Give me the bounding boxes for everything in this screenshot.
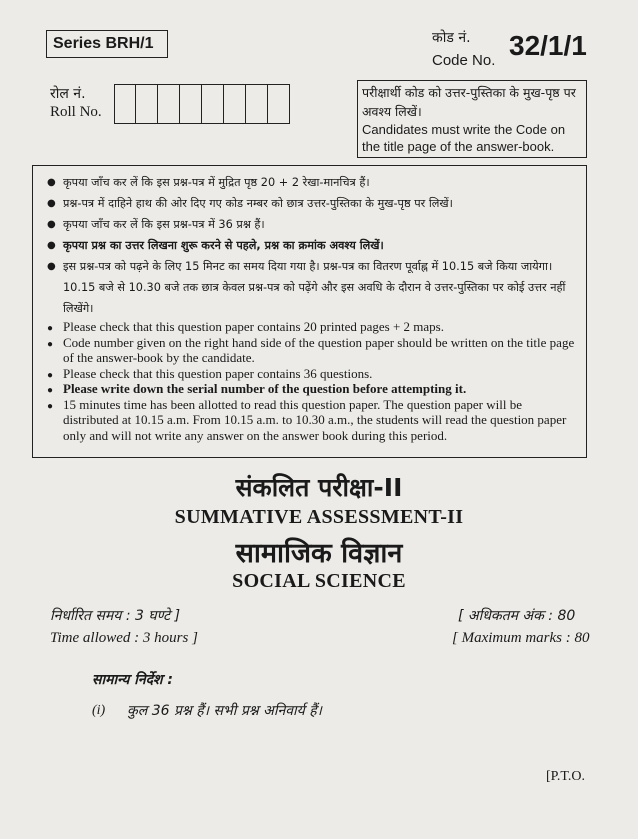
candidate-note-hindi: परीक्षार्थी कोड को उत्तर-पुस्तिका के मुख-पृष्ठ पर अवश्य लिखें। (362, 85, 576, 119)
instruction-english: ● Please check that this question paper contains 20 printed pages + 2 maps. (47, 319, 578, 335)
instruction-hindi: ● कृपया प्रश्न का उत्तर लिखना शुरू करने से पहले, प्रश्न का क्रमांक अवश्य लिखें। (47, 235, 578, 256)
roll-label: Roll No. (50, 104, 102, 120)
time-allowed: Time allowed : 3 hours ] (50, 630, 198, 646)
roll-digit-box[interactable] (180, 84, 202, 124)
roll-digit-box[interactable] (202, 84, 224, 124)
title-assessment: SUMMATIVE ASSESSMENT-II (174, 506, 464, 528)
time-allowed-hindi: निर्धारित समय : 3 घण्टे ] (50, 608, 181, 624)
candidate-note-english: Candidates must write the Code on the title page of the answer-book. (362, 122, 566, 154)
roll-digit-box[interactable] (268, 84, 290, 124)
title-hindi-subject: सामाजिक विज्ञान (235, 538, 403, 569)
page-turn-note: [P.T.O. (546, 769, 586, 784)
roll-digit-box[interactable] (158, 84, 180, 124)
instruction-english: ● 15 minutes time has been allotted to read this question paper. The question paper will be distributed at 10.15 a.m. From 10.15 a.m. to 10.30 a.m., the students will read the question paper only and will not write any answer on the answer book during this period. (47, 397, 578, 444)
roll-digit-box[interactable] (246, 84, 268, 124)
general-item-text: कुल 36 प्रश्न हैं। सभी प्रश्न अनिवार्य हैं। (127, 703, 322, 719)
roll-label-hindi: रोल नं. (50, 86, 86, 102)
instruction-hindi: ● कृपया जाँच कर लें कि इस प्रश्न-पत्र में 36 प्रश्न हैं। (47, 214, 578, 235)
series-label: Series BRH/1 (46, 30, 168, 58)
code-number: 32/1/1 (509, 30, 587, 61)
instruction-english: ● Please write down the serial number of the question before attempting it. (47, 381, 578, 397)
max-marks: [ Maximum marks : 80 (452, 630, 590, 646)
instructions-box (32, 165, 587, 458)
code-label: Code No. (432, 52, 496, 69)
general-item-number: (i) (92, 703, 106, 718)
title-subject: SOCIAL SCIENCE (232, 570, 406, 592)
roll-digit-box[interactable] (224, 84, 246, 124)
instruction-english: ● Please check that this question paper contains 36 questions. (47, 366, 578, 382)
roll-digit-box[interactable] (114, 84, 136, 124)
instruction-english: ● Code number given on the right hand side of the question paper should be written on the title page of the answer-book by the candidate. (47, 335, 578, 366)
roll-digit-box[interactable] (136, 84, 158, 124)
instruction-hindi: ● कृपया जाँच कर लें कि इस प्रश्न-पत्र में मुद्रित पृष्ठ 20 + 2 रेखा-मानचित्र हैं। (47, 172, 578, 193)
roll-number-boxes[interactable] (114, 84, 290, 124)
title-hindi-assessment: संकलित परीक्षा-II (235, 473, 403, 502)
general-instructions-heading: सामान्य निर्देश : (92, 672, 174, 688)
candidate-code-note (357, 80, 587, 158)
instruction-hindi: ● इस प्रश्न-पत्र को पढ़ने के लिए 15 मिनट का समय दिया गया है। प्रश्न-पत्र का वितरण पूर्वाह्न में 10.15 बजे किया जायेगा। 10.15 बजे से 10.30 बजे तक छात्र केवल प्रश्न-पत्र को पढ़ेंगे और इस अवधि के दौरान वे उत्तर-पुस्तिका पर कोई उत्तर नहीं लिखेंगे। (47, 256, 578, 319)
max-marks-hindi: [ अधिकतम अंक : 80 (458, 608, 576, 624)
instruction-hindi: ● प्रश्न-पत्र में दाहिने हाथ की ओर दिए गए कोड नम्बर को छात्र उत्तर-पुस्तिका के मुख-पृष्ठ पर लिखें। (47, 193, 578, 214)
code-label-hindi: कोड नं. (432, 30, 471, 46)
